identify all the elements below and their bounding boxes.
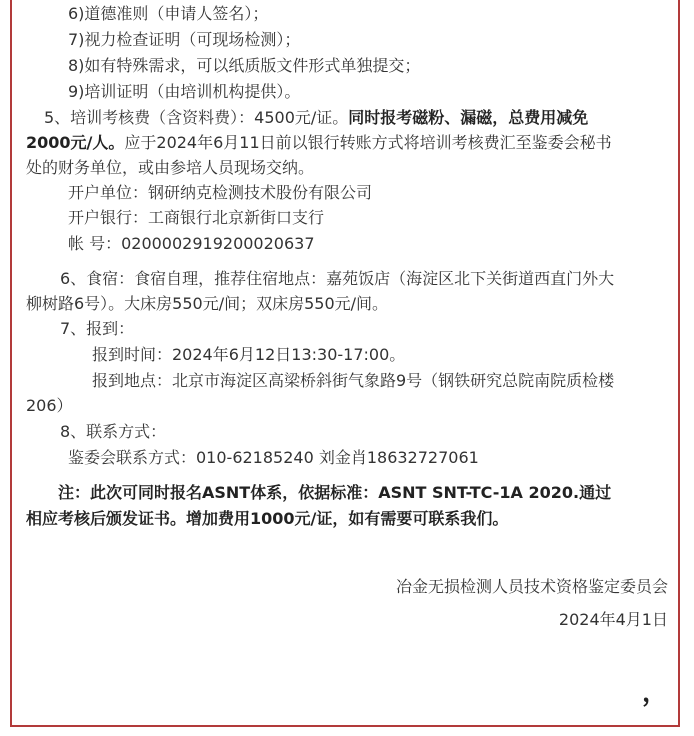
registration-place-line-1: 报到地点：北京市海淀区高梁桥斜街气象路9号（钢铁研究总院南院质检楼 <box>92 371 615 390</box>
lodging-line-2: 柳树路6号）。大床房550元/间；双床房550元/间。 <box>26 294 389 313</box>
item-9: 9)培训证明（由培训机构提供）。 <box>68 82 301 101</box>
account-unit: 开户单位：钢研纳克检测技术股份有限公司 <box>68 183 373 202</box>
issuer-name: 冶金无损检测人员技术资格鉴定委员会 <box>395 577 668 596</box>
registration-place-line-2: 206） <box>26 396 73 415</box>
fee-discount-text: 同时报考磁粉、漏磁，总费用减免 <box>348 108 589 127</box>
registration-heading: 7、报到： <box>60 319 135 338</box>
item-8: 8)如有特殊需求，可以纸质版文件形式单独提交； <box>68 56 421 75</box>
fee-text: 5、培训考核费（含资料费）：4500元/证。 <box>44 108 349 127</box>
end-mark: ， <box>641 678 668 708</box>
lodging-line-1: 6、食宿：食宿自理，推荐住宿地点：嘉苑饭店（海淀区北下关街道西直门外大 <box>60 269 615 288</box>
fee-line-2 <box>26 131 612 155</box>
account-bank: 开户银行：工商银行北京新街口支行 <box>68 208 325 227</box>
item-7: 7)视力检查证明（可现场检测）； <box>68 30 301 49</box>
fee-line-1 <box>44 106 588 130</box>
account-number: 帐 号：0200002919200020637 <box>68 234 315 253</box>
fee-line-3: 处的财务单位，或由参培人员现场交纳。 <box>26 158 315 177</box>
contact-line: 鉴委会联系方式：010-62185240 刘金肖18632727061 <box>68 448 479 467</box>
fee-deadline-text: 应于2024年6月11日前以银行转账方式将培训考核费汇至鉴委会秘书 <box>124 133 612 152</box>
fee-discount-amount: 2000元/人。 <box>26 133 125 152</box>
registration-time: 报到时间：2024年6月12日13:30-17:00。 <box>92 345 406 364</box>
contact-heading: 8、联系方式： <box>60 422 167 441</box>
issue-date: 2024年4月1日 <box>558 610 668 629</box>
note-line-2: 相应考核后颁发证书。增加费用1000元/证，如有需要可联系我们。 <box>26 509 509 528</box>
note-line-1: 注：此次可同时报名ASNT体系，依据标准：ASNT SNT-TC-1A 2020.通过 <box>58 483 612 502</box>
item-6: 6)道德准则（申请人签名）； <box>68 4 269 23</box>
